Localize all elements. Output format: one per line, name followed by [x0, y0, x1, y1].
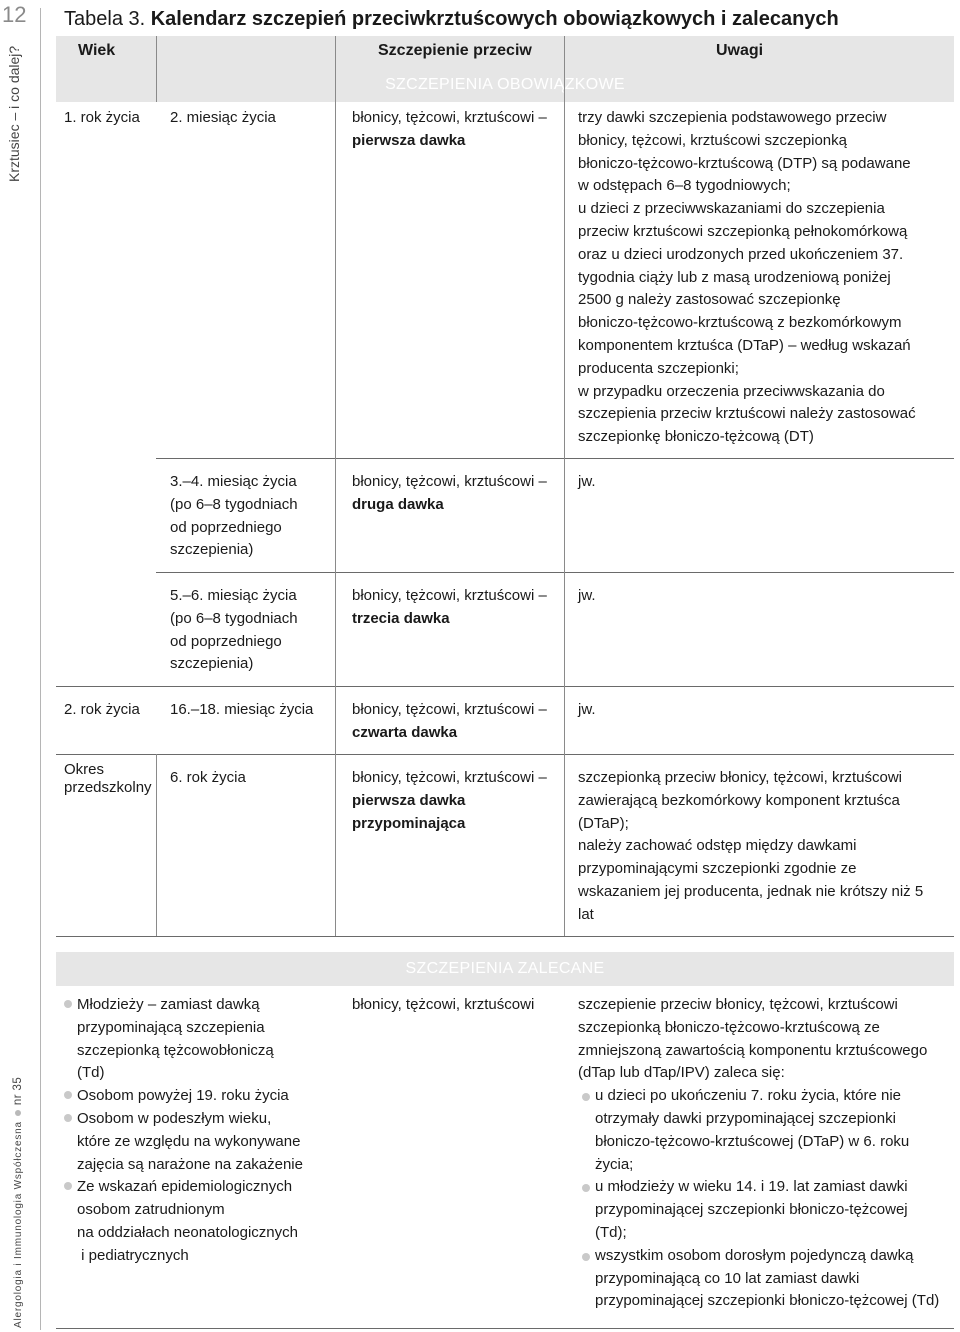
text-line: u dzieci po ukończeniu 7. roku życia, które nie — [595, 1087, 901, 1105]
notes-cell — [578, 585, 596, 608]
text-line: na oddziałach neonatologicznych — [77, 1223, 298, 1241]
dose-label: trzecia dawka — [352, 609, 450, 627]
dose-label: pierwsza dawka — [352, 131, 466, 149]
margin-rule — [40, 8, 41, 1330]
text-line: należy zachować odstęp między dawkami — [578, 837, 857, 855]
journal-footer — [12, 1077, 24, 1328]
text-line: trzy dawki szczepienia podstawowego przeciw — [578, 109, 887, 126]
column-divider — [156, 754, 157, 936]
text-line: komponentem krztuśca (DTaP) – według wskazań — [578, 336, 911, 354]
dose-label: czwarta dawka — [352, 723, 458, 741]
page-number: 12 — [2, 2, 27, 27]
bullet-icon — [582, 1253, 590, 1261]
text-line: szczepienia) — [170, 541, 254, 559]
table-title-prefix: Tabela 3. — [64, 8, 151, 30]
bullet-icon — [64, 1114, 72, 1122]
table-bottom-rule — [56, 1328, 954, 1329]
text-line: lat — [578, 905, 594, 923]
band-divider — [156, 68, 157, 102]
header-vaccine: Szczepienie przeciw — [378, 42, 532, 59]
list-item — [64, 1176, 303, 1199]
text-line: 1. rok życia — [64, 109, 140, 126]
text-line: błonicy, tężcowi, krztuścowi – — [352, 473, 547, 490]
text-line: szczepionkę błoniczo-tężcową (DT) — [578, 428, 814, 446]
text-line: (po 6–8 tygodniach — [170, 495, 298, 513]
text-line: od poprzedniego — [170, 518, 282, 536]
text-line: zawierającą bezkomórkowy komponent krztuśca — [578, 791, 900, 809]
text-line: w przypadku orzeczenia przeciwwskazania do — [578, 382, 885, 400]
text-line: u młodzieży w wieku 14. i 19. lat zamiast dawki — [595, 1178, 908, 1196]
text-line: szczepienie przeciw błonicy, tężcowi, krztuścowi — [578, 996, 898, 1013]
text-line: osobom zatrudnionym — [77, 1201, 225, 1219]
text-line: zajęcia są narażone na zakażenie — [77, 1155, 303, 1173]
text-line: przypominającą szczepienia — [77, 1018, 265, 1036]
text-line: przedszkolny — [64, 779, 152, 796]
bullet-icon — [582, 1093, 590, 1101]
vaccine-cell — [352, 107, 547, 153]
text-line: (po 6–8 tygodniach — [170, 609, 298, 627]
header-divider — [564, 36, 565, 68]
notes-cell — [578, 107, 916, 449]
vaccine-cell — [352, 585, 547, 631]
text-line: które ze względu na wykonywane — [77, 1132, 301, 1150]
text-line: błoniczo-tężcowo-krztuścową (DTP) są podawane — [578, 154, 911, 172]
text-line: przypominającej szczepionki błoniczo-tężcowej (Td) — [595, 1292, 940, 1310]
bullet-icon — [64, 1091, 72, 1099]
text-line: oraz u dzieci urodzonych przed ukończeniem 37. — [578, 245, 904, 263]
text-line: producenta szczepionki; — [578, 359, 739, 377]
running-head: Krztusiec – i co dalej? — [6, 45, 22, 182]
row-divider — [56, 936, 954, 937]
text-line: i pediatrycznych — [77, 1246, 189, 1264]
text-line: Osobom w podeszłym wieku, — [77, 1109, 272, 1127]
band-divider — [335, 68, 336, 102]
bullet-icon — [582, 1184, 590, 1192]
vaccine-cell — [352, 699, 547, 745]
text-line: szczepienia przeciw krztuścowi należy zastosować — [578, 405, 916, 423]
text-line: życia; — [595, 1155, 634, 1173]
text-line: wskazaniem jej producenta, jednak nie krótszy niż 5 — [578, 882, 924, 900]
notes-cell — [578, 699, 596, 722]
text-line: zmniejszoną zawartością komponentu krztuścowego — [578, 1041, 928, 1059]
list-item — [578, 1176, 939, 1199]
header-age: Wiek — [78, 42, 116, 59]
text-line: błoniczo-tężcowo-krztuścowej (DTaP) w 6. roku — [595, 1132, 910, 1150]
text-line: (dTap lub dTap/IPV) zaleca się: — [578, 1064, 785, 1082]
list-item — [64, 994, 303, 1017]
age-cell — [170, 585, 298, 676]
text-line: (Td); — [595, 1223, 627, 1241]
row-divider — [56, 686, 954, 687]
vaccine-cell — [352, 767, 547, 835]
bullet-icon — [64, 1000, 72, 1008]
year-label — [64, 699, 140, 722]
age-cell — [170, 699, 313, 722]
text-line: 2. rok życia — [64, 701, 140, 718]
target-groups-cell — [64, 994, 303, 1268]
column-divider — [335, 102, 336, 936]
journal-issue: nr 35 — [12, 1076, 24, 1106]
band-divider — [564, 68, 565, 102]
text-line: szczepionką przeciw błonicy, tężcowi, krztuścowi — [578, 769, 903, 786]
row-divider — [156, 458, 954, 459]
text-line: Młodzieży – zamiast dawką — [77, 996, 260, 1013]
text-line: 2. miesiąc życia — [170, 109, 276, 126]
dose-label: druga dawka — [352, 495, 444, 513]
text-line: błonicy, tężcowi, krztuścowi szczepionką — [578, 131, 847, 149]
text-line: błonicy, tężcowi, krztuścowi – — [352, 701, 547, 718]
column-divider — [564, 102, 565, 936]
age-cell — [170, 767, 246, 790]
header-divider — [335, 36, 336, 68]
row-divider — [156, 572, 954, 573]
year-label — [64, 107, 140, 130]
text-line: błoniczo-tężcowo-krztuścową z bezkomórkowym — [578, 314, 902, 332]
age-cell — [170, 471, 298, 562]
table-title-text: Kalendarz szczepień przeciwkrztuścowych obowiązkowych i zalecanych — [150, 8, 839, 30]
list-item — [64, 1085, 303, 1108]
text-line: od poprzedniego — [170, 632, 282, 650]
text-line: jw. — [578, 473, 596, 490]
header-notes: Uwagi — [716, 42, 764, 59]
separator-dot-icon — [15, 1110, 21, 1116]
bullet-icon — [64, 1182, 72, 1190]
text-line: 6. rok życia — [170, 769, 246, 786]
list-item — [64, 1108, 303, 1131]
text-line: tygodnia ciąży lub z masą urodzeniową poniżej — [578, 268, 891, 286]
row-divider — [56, 754, 954, 755]
vaccine-cell — [352, 994, 534, 1017]
text-line: otrzymały dawki przypominającej szczepionki — [595, 1109, 896, 1127]
text-line: jw. — [578, 587, 596, 604]
text-line: Osobom powyżej 19. roku życia — [77, 1087, 289, 1105]
age-cell — [170, 107, 276, 130]
text-line: błonicy, tężcowi, krztuścowi – — [352, 109, 547, 126]
text-line: przeciw krztuścowi szczepionką pełnokomórkową — [578, 222, 908, 240]
text-line: szczepionką błoniczo-tężcowo-krztuścową ze — [578, 1018, 880, 1036]
list-item — [578, 1085, 939, 1108]
text-line: błonicy, tężcowi, krztuścowi – — [352, 769, 547, 786]
list-item — [578, 1245, 939, 1268]
text-line: (DTaP); — [578, 814, 629, 832]
journal-name: Alergologia i Immunologia Współczesna — [13, 1121, 24, 1328]
text-line: szczepienia) — [170, 655, 254, 673]
notes-cell — [578, 767, 923, 927]
text-line: w odstępach 6–8 tygodniowych; — [578, 177, 791, 195]
table-title — [64, 8, 839, 31]
text-line: szczepionką tężcowobłoniczą — [77, 1041, 274, 1059]
text-line: 3.–4. miesiąc życia — [170, 473, 297, 490]
notes-cell — [578, 471, 596, 494]
text-line: błonicy, tężcowi, krztuścowi — [352, 996, 535, 1013]
text-line: 16.–18. miesiąc życia — [170, 701, 314, 718]
text-line: przypominającą co 10 lat zamiast dawki — [595, 1269, 860, 1287]
section-mandatory: SZCZEPIENIA OBOWIĄZKOWE — [56, 68, 954, 102]
text-line: Ze wskazań epidemiologicznych — [77, 1178, 293, 1196]
text-line: wszystkim osobom dorosłym pojedynczą dawką — [595, 1246, 914, 1264]
notes-cell — [578, 994, 939, 1313]
text-line: przypominającej szczepionki błoniczo-tężcowej — [595, 1201, 908, 1219]
dose-label: przypominająca — [352, 814, 466, 832]
text-line: 5.–6. miesiąc życia — [170, 587, 297, 604]
table-header — [56, 36, 954, 68]
text-line: jw. — [578, 701, 596, 718]
text-line: błonicy, tężcowi, krztuścowi – — [352, 587, 547, 604]
text-line: Okres — [64, 761, 105, 778]
text-line: u dzieci z przeciwwskazaniami do szczepienia — [578, 200, 885, 218]
header-divider — [156, 36, 157, 68]
text-line: (Td) — [77, 1064, 105, 1082]
dose-label: pierwsza dawka — [352, 791, 466, 809]
text-line: 2500 g należy zastosować szczepionkę — [578, 291, 841, 309]
section-recommended: SZCZEPIENIA ZALECANE — [56, 952, 954, 986]
vaccine-cell — [352, 471, 547, 517]
text-line: przypominającymi szczepionki zgodnie ze — [578, 860, 857, 878]
year-label — [64, 761, 152, 797]
